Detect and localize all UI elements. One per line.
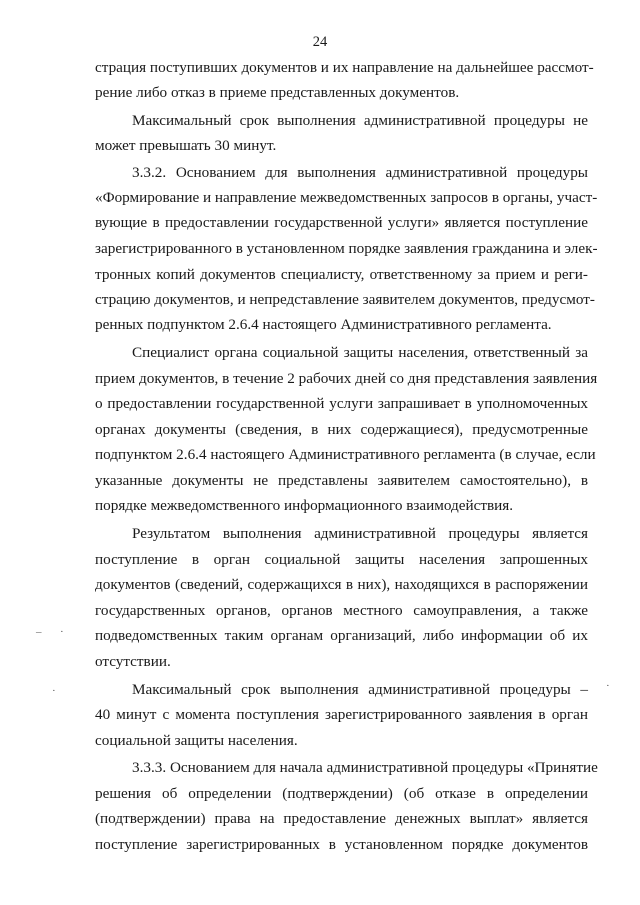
text-line: может превышать 30 минут. [95,137,277,154]
scan-speck: – [36,626,42,638]
text-line: «Формирование и направление межведомственных запросов в органы, участ- [95,189,598,206]
text-line: Максимальный срок выполнения административной процедуры – [132,681,588,698]
text-line: 40 минут с момента поступления зарегистрированного заявления в орган [95,706,588,723]
text-line: 3.3.3. Основанием для начала административной процедуры «Принятие [132,759,598,776]
text-line: органах документы (сведения, в них содержащиеся), предусмотренные [95,421,588,438]
text-line: указанные документы не представлены заявителем самостоятельно), в [95,472,588,489]
text-line: поступление зарегистрированных в установленном порядке документов [95,836,588,853]
text-line: зарегистрированного в установленном порядке заявления гражданина и элек- [95,240,598,257]
scan-speck: · [52,685,56,697]
scan-speck: · [60,626,64,638]
text-line: вующие в предоставлении государственной услуги» является поступление [95,214,588,231]
text-line: подведомственных таким органам организаций, либо информации об их [95,627,588,644]
text-line: решения об определении (подтверждении) (об отказе в определении [95,785,588,802]
text-line: отсутствии. [95,653,171,670]
scan-speck: · [606,680,610,692]
text-line: о предоставлении государственной услуги запрашивает в уполномоченных [95,395,588,412]
text-line: социальной защиты населения. [95,732,298,749]
text-line: прием документов, в течение 2 рабочих дней со дня представления заявления [95,370,598,387]
text-line: государственных органов, органов местного самоуправления, а также [95,602,588,619]
text-line: 3.3.2. Основанием для выполнения административной процедуры [132,164,588,181]
text-line: порядке межведомственного информационного взаимодействия. [95,497,514,514]
page-number: 24 [312,34,328,50]
text-line: Максимальный срок выполнения административной процедуры не [132,112,588,129]
text-line: Результатом выполнения административной процедуры является [132,525,588,542]
text-line: Специалист органа социальной защиты населения, ответственный за [132,344,588,361]
text-line: документов (сведений, содержащихся в них), находящихся в распоряжении [95,576,588,593]
text-line: поступление в орган социальной защиты населения запрошенных [95,551,588,568]
text-line: (подтверждении) права на предоставление денежных выплат» является [95,810,588,827]
text-line: подпунктом 2.6.4 настоящего Административного регламента (в случае, если [95,446,596,463]
text-line: рение либо отказ в приеме представленных документов. [95,84,460,101]
text-line: страцию документов, и непредставление заявителем документов, предусмот- [95,291,595,308]
text-line: страция поступивших документов и их направление на дальнейшее рассмот- [95,59,594,76]
text-line: тронных копий документов специалисту, ответственному за прием и реги- [95,266,588,283]
text-line: ренных подпунктом 2.6.4 настоящего Административного регламента. [95,316,552,333]
